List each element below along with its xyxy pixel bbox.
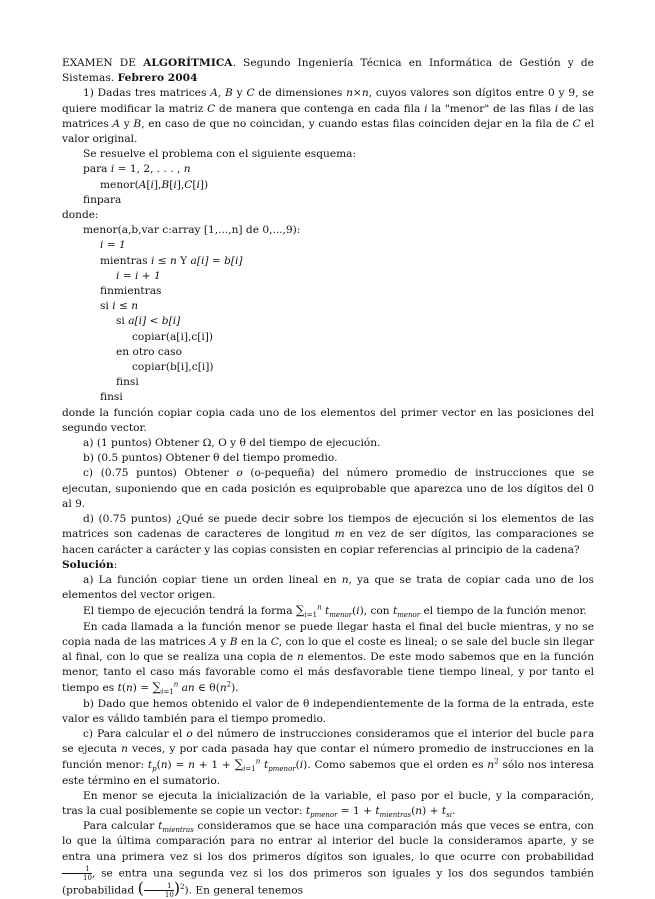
exam-document	[62, 56, 594, 899]
code-line: en otro caso	[116, 345, 182, 358]
solution-while-time: Para calcular $t_{mientras}$ consideramos que se hace una comparación más que veces se entra, con lo que la última comparación para no entrar al interior del bucle la consideramos aparte, y se entra una primera vez si los dos primeros dígitos son iguales, lo que ocurre con probabilidad $\frac{1}{10}$ , se entra una segunda vez si los dos primeros son iguales y los dos segundos también (probabilidad ( $\frac{1}{10}$ )$^2$). En general tenemos	[62, 820, 595, 899]
code-line: finsi	[116, 376, 139, 389]
code-line: copiar(a[i],c[i])	[132, 330, 214, 343]
code-line: finpara	[83, 193, 122, 206]
question-b: b) (0.5 puntos) Obtener θ del tiempo promedio.	[83, 452, 338, 465]
exam-header: EXAMEN DE ALGORÍTMICA. Segundo Ingeniería Técnica en Informática de Gestión y de Sistemas. Febrero 2004	[62, 57, 594, 85]
solution-time-form: El tiempo de ejecución tendrá la forma $\sum_{i=1}^n$ $t_{menor}(i)$, con $t_{menor}$ el tiempo de la función menor.	[83, 603, 587, 620]
solution-menor-time: En menor se ejecuta la inicialización de la variable, el paso por el bucle, y la comparación, tras la cual posiblemente se copie un vector: $t_{pmenor} = 1 + t_{mientras}(n) + t_{si}$.	[62, 789, 594, 820]
question-d: d) (0.75 puntos) ¿Qué se puede decir sobre los tiempos de ejecución si los elementos de las matrices son cadenas de caracteres de longitud m en vez de ser dígitos, las comparaciones se hacen carácter a carácter y las copias consisten en copiar referencias al principio de la cadena?	[62, 513, 595, 556]
pseudocode-block	[62, 162, 594, 405]
solution-cost-analysis: En cada llamada a la función menor se puede llegar hasta el final del bucle mientras, y no se copia nada de las matrices A y B en la C, con lo que el coste es lineal; o se sale del bucle sin llegar al final, con lo que se realiza una copia de n elementos. De este modo sabemos que en la función menor, tanto el caso más favorable como el más desfavorable tiene tiempo lineal, y por tanto el tiempo es $t(n) = \sum_{i=1}^n$ an ∈ $\theta(n^2)$.	[62, 620, 595, 697]
code-line: mientras i ≤ n Y a[i] = b[i]	[100, 254, 243, 267]
solution-c: c) Para calcular el o del número de instrucciones consideramos que el interior del bucle para se ejecuta n veces, y por cada pasada hay que contar el número promedio de instrucciones en la función menor: $t_p(n) = n + 1 + \sum_{i=1}^n$ $t_{pmenor}(i)$. Como sabemos que el orden es $n^2$ sólo nos interesa este término en el sumatorio.	[62, 727, 595, 787]
code-line: finmientras	[100, 285, 162, 298]
exam-date: Febrero 2004	[117, 72, 198, 85]
code-line: i = 1	[100, 239, 126, 252]
solution-heading: Solución:	[62, 558, 118, 571]
code-line: donde:	[62, 209, 99, 222]
code-line: menor(A[i],B[i],C[i])	[100, 178, 209, 191]
code-line: para i = 1, 2, . . . , n	[83, 163, 191, 176]
question-a: a) (1 puntos) Obtener Ω, O y θ del tiempo de ejecución.	[83, 437, 381, 450]
scheme-intro: Se resuelve el problema con el siguiente esquema:	[83, 148, 357, 161]
fraction-one-tenth: $\frac{1}{10}$	[62, 865, 92, 882]
solution-a: a) La función copiar tiene un orden lineal en n, ya que se trata de copiar cada uno de los elementos del vector origen.	[62, 573, 594, 602]
code-line: i = i + 1	[116, 269, 161, 282]
code-line: si i ≤ n	[100, 300, 139, 313]
subject-title: ALGORÍTMICA	[143, 57, 233, 69]
copy-description: donde la función copiar copia cada uno de los elementos del primer vector en las posiciones del segundo vector.	[62, 406, 594, 434]
fraction-one-tenth: $\frac{1}{10}$	[144, 882, 174, 899]
problem-statement: 1) Dadas tres matrices A, B y C de dimensiones n×n, cuyos valores son dígitos entre 0 y 9, se quiere modificar la matriz C de manera que contenga en cada fila i la "menor" de las filas i de las matrices A y B, en caso de que no coincidan, y cuando estas filas coinciden dejar en la fila de C el valor original.	[62, 87, 594, 146]
question-c: c) (0.75 puntos) Obtener o (o-pequeña) del número promedio de instrucciones que se ejecutan, suponiendo que en cada posición es equiprobable que aparezca uno de los dígitos del 0 al 9.	[62, 467, 594, 510]
solution-b: b) Dado que hemos obtenido el valor de θ independientemente de la forma de la entrada, este valor es válido también para el tiempo promedio.	[62, 697, 594, 725]
code-line: copiar(b[i],c[i])	[132, 361, 214, 374]
code-line: menor(a,b,var c:array [1,...,n] de 0,...,9):	[83, 224, 301, 237]
code-line: finsi	[100, 391, 123, 404]
code-line: si a[i] < b[i]	[116, 315, 181, 328]
